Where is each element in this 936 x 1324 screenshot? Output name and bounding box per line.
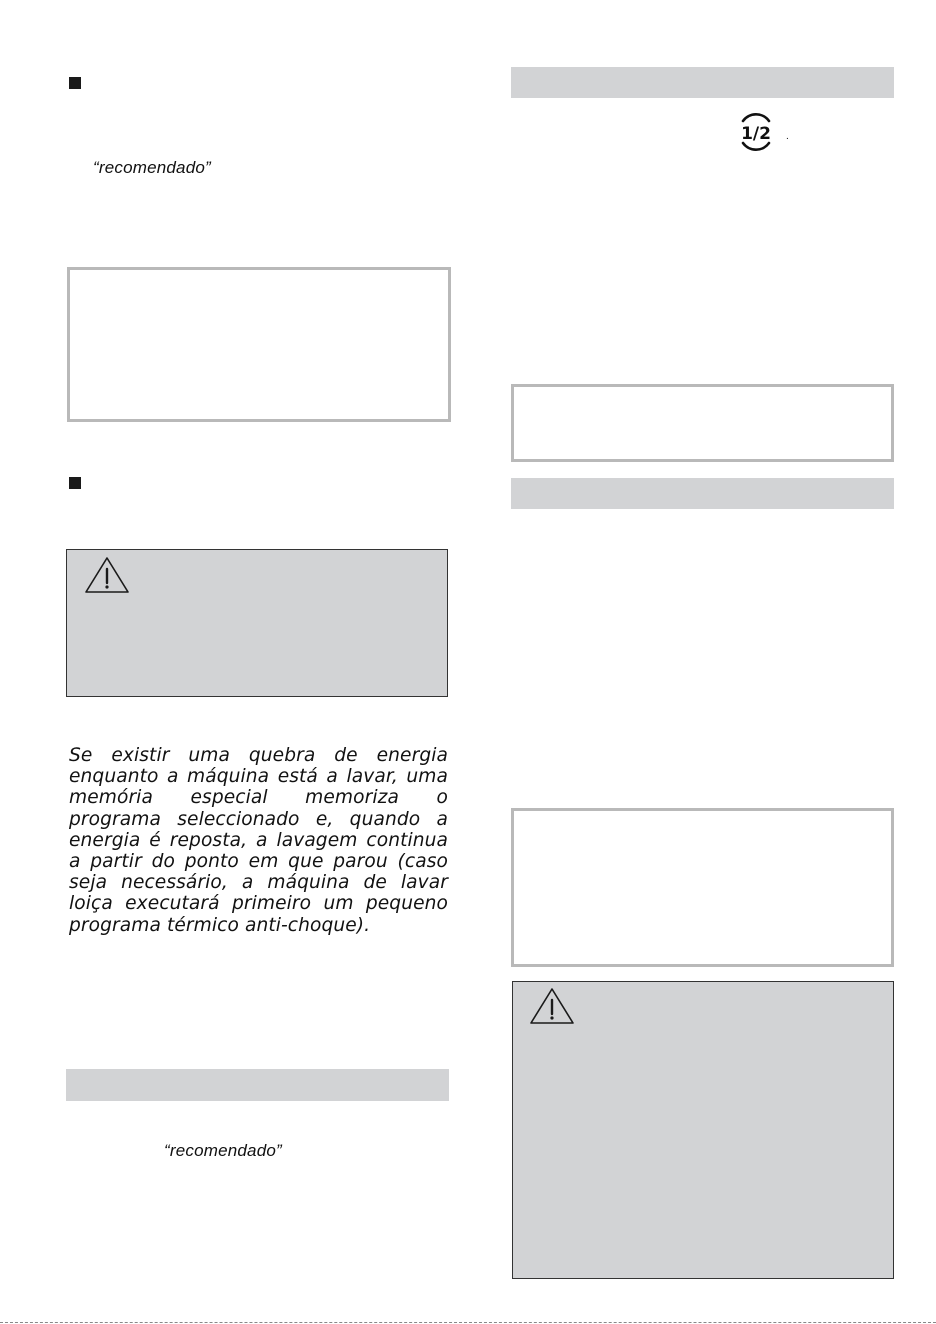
power-failure-paragraph: Se existir uma quebra de energia enquanto a máquina está a lavar, uma memória especial memoriza o programa seleccionado e, quando a energia é reposta, a lavagem continua a partir do ponto em que parou (caso seja necessário, a máquina de lavar loiça executará primeiro um pequeno programa térmico anti-choque). [69, 745, 448, 936]
section-header-bar-left [66, 1069, 449, 1101]
section-bullet-1 [69, 77, 81, 89]
quoted-term-recomendado-1: “recomendado” [93, 158, 211, 177]
info-box-right-1 [511, 384, 894, 462]
quoted-term-recomendado-2: “recomendado” [164, 1141, 282, 1160]
half-load-badge-note: . [786, 131, 789, 142]
warning-triangle-icon [528, 986, 576, 1026]
warning-triangle-icon [83, 555, 131, 595]
section-header-bar-right-2 [511, 478, 894, 509]
info-box-right-2 [511, 808, 894, 967]
info-box-left-1 [67, 267, 451, 422]
half-load-icon [734, 112, 778, 152]
section-header-bar-right-1 [511, 67, 894, 98]
warning-box-left [66, 549, 448, 697]
section-bullet-2 [69, 477, 81, 489]
warning-box-right [512, 981, 894, 1279]
page-bottom-rule [0, 1322, 936, 1323]
half-load-badge-text: 1/2 [741, 124, 771, 144]
